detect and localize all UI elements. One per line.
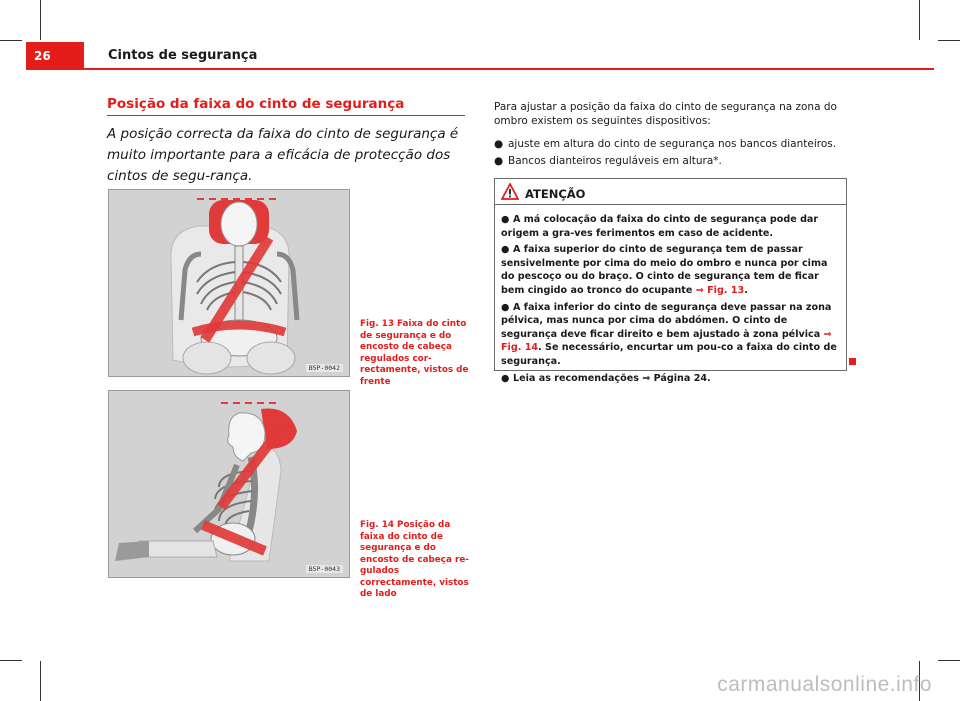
crop-mark (938, 660, 960, 661)
figure-14-link[interactable]: ⇒ Fig. 14 (501, 328, 832, 354)
warning-item (501, 243, 843, 297)
figure-code: B5P-0042 (306, 364, 343, 372)
figure-13-caption (360, 319, 470, 388)
warning-item-text: A má colocação da faixa do cinto de segurança pode dar origem a gra-ves ferimentos em caso de acidente. (501, 214, 819, 239)
header-rule (84, 68, 934, 70)
figure-14-caption (360, 520, 470, 601)
warning-item (501, 301, 843, 369)
bullet-icon: ● (501, 244, 510, 256)
list-item (494, 137, 854, 151)
warning-box (494, 178, 847, 384)
warning-item-end: . Se necessário, encurtar um pou-co a faixa do cinto de segurança. (501, 342, 837, 367)
section-title: Posição da faixa do cinto de segurança (107, 96, 405, 112)
section-end-marker (849, 358, 856, 365)
bullet-icon: ● (501, 214, 510, 225)
list-item-text: Bancos dianteiros reguláveis em altura*. (508, 155, 722, 167)
list-item (494, 154, 854, 168)
side-skeleton-illustration (109, 391, 350, 578)
crop-mark (40, 0, 41, 40)
front-skeleton-illustration (109, 190, 350, 377)
figure-number: Fig. 13 (360, 319, 394, 329)
figure-caption-text: Faixa do cinto de segurança e do encosto de cabeça regulados cor-rectamente, vistos de frente (360, 319, 469, 387)
figure-13-link[interactable]: ⇒ Fig. 13 (695, 284, 745, 296)
warning-header (495, 179, 846, 205)
warning-item-text: A faixa superior do cinto de segurança tem de passar sensivelmente por cima do meio do ombro e nunca por cima do pescoço ou do braço. O cinto de segurança tem de ficar bem cingido ao tronco do ocupante (501, 244, 828, 296)
crop-mark (40, 661, 41, 701)
warning-title: ATENÇÃO (525, 187, 586, 201)
warning-item-end: . (744, 284, 748, 296)
watermark: carmanualsonline.info (717, 673, 932, 696)
crop-mark (0, 40, 22, 41)
crop-mark (919, 0, 920, 40)
warning-item-text: A faixa inferior do cinto de segurança deve passar na zona pélvica, mas nunca por cima do abdómen. O cinto de segurança deve ficar direito e bem ajustado à zona pélvica (501, 301, 832, 340)
bullet-icon: ● (501, 372, 510, 384)
chapter-title: Cintos de segurança (108, 48, 258, 63)
figure-number: Fig. 14 (360, 520, 394, 530)
list-item-text: ajuste em altura do cinto de segurança nos bancos dianteiros. (508, 138, 837, 150)
warning-item (501, 213, 843, 240)
bullet-icon: ● (501, 301, 510, 313)
figure-caption-text: Posição da faixa do cinto de segurança e do encosto de cabeça re-gulados correctamente, vistos de lado (360, 520, 469, 599)
section-rule (107, 115, 465, 116)
figure-code: B5P-0043 (306, 565, 343, 573)
crop-mark (938, 40, 960, 41)
figure-13-front-view (108, 189, 350, 377)
warning-triangle-icon (501, 183, 519, 200)
warning-item (501, 372, 843, 386)
bullet-icon: ● (494, 138, 504, 150)
figure-14-side-view (108, 390, 350, 578)
intro-paragraph: Para ajustar a posição da faixa do cinto de segurança na zona do ombro existem os seguintes dispositivos: (494, 101, 837, 127)
crop-mark (0, 660, 22, 661)
warning-body (501, 213, 843, 388)
warning-item-text: Leia as recomendações ⇒ Página 24. (513, 372, 711, 384)
intro-text: A posição correcta da faixa do cinto de segurança é muito importante para a eficácia de protecção dos cintos de segu-rança. (107, 126, 459, 184)
bullet-icon: ● (494, 155, 504, 167)
page-number: 26 (34, 49, 51, 63)
